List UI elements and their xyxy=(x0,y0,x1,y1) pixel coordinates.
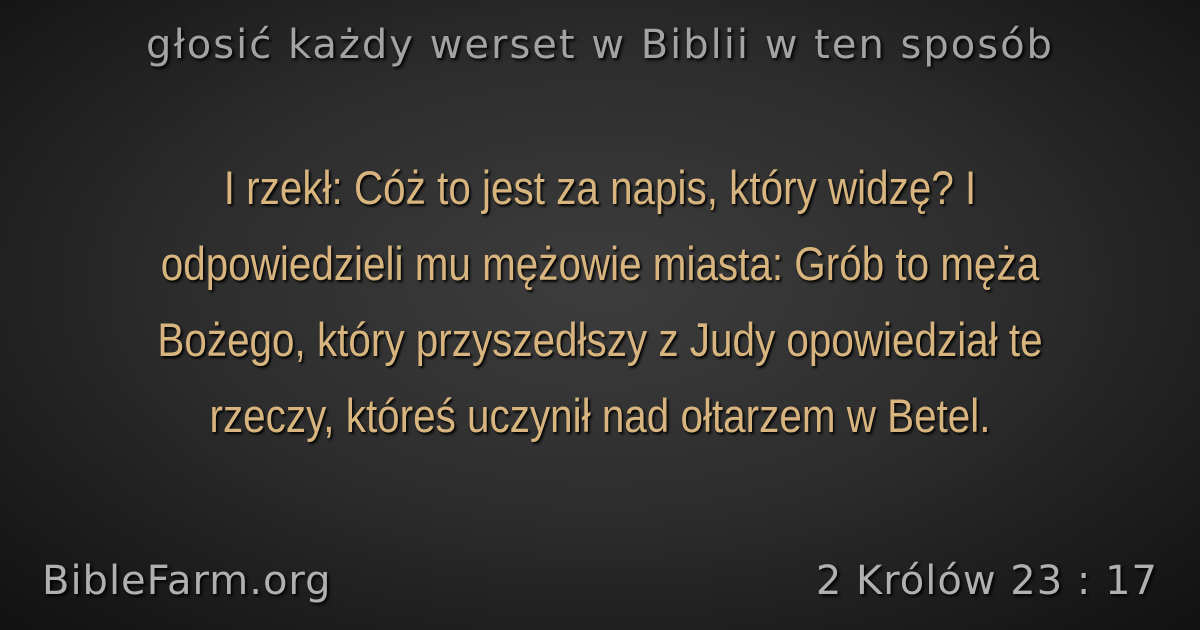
tagline: głosić każdy werset w Biblii w ten sposób xyxy=(146,22,1054,68)
verse-reference: 2 Królów 23 : 17 xyxy=(815,558,1158,604)
site-name: BibleFarm.org xyxy=(42,558,332,604)
verse-text: I rzekł: Cóż to jest za napis, który widzę? I odpowiedzieli mu mężowie miasta: Grób to męża Bożego, który przyszedłszy z Judy opowiedział te rzeczy, któreś uczynił nad ołtarzem w Betel. xyxy=(157,161,1043,442)
